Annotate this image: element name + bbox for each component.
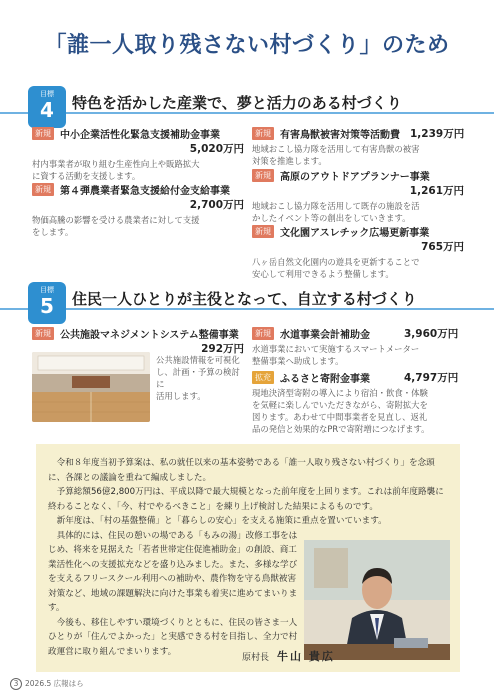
goal-4-item (32, 182, 244, 238)
goal-4-badge-label: 目標 (40, 90, 54, 98)
goal-5-badge (28, 282, 66, 324)
item-amount: 2,700万円 (189, 199, 244, 211)
item-amount: 4,797万円 (404, 372, 459, 384)
message-paragraph: 予算総額56億2,800万円は、平成以降で最大規模となった前年度を上回ります。これは前年度路襲に終わることなく、「今、村でやるべきこと」を練り上げ検討した結果によるものです。 (48, 487, 444, 512)
new-tag: 新規 (252, 327, 274, 340)
goal-5-item (252, 370, 464, 435)
page-number: 3 (10, 678, 22, 690)
message-paragraph: 具体的には、住民の憩いの場である「もみの湯」改修工事をはじめ、将来を見据えた「若者世帯定住促進補助金」の創設、商工業活性化への支援拡充などを盛り込みました。また、多様な学びを支えるフリースクール利用への補助や、農作物を守る鳥獣被害対策など、地域の課題解決に向けた事業も着実に進めてまいります。 (48, 530, 298, 613)
gymnasium-illustration (32, 352, 150, 422)
goal-4-item (252, 224, 464, 280)
mayor-message-box (36, 444, 460, 672)
item-amount: 765万円 (421, 241, 464, 253)
item-amount: 1,261万円 (409, 185, 464, 197)
goal-5-item-desc-block (156, 352, 246, 402)
page-title: 「誰一人取り残さない村づくり」のため (44, 33, 450, 58)
item-desc: 現地決済型寄附の導入により宿泊・飲食・体験 を気軽に楽しんでいただきながら、寄附拡大を 図ります。あわせて中間事業者を見直し、返礼 品の発信と効果的なPRで寄附増につなげます。 (252, 388, 430, 434)
item-title: 文化園アスレチック広場更新事業 (280, 228, 430, 239)
item-amount: 1,239万円 (410, 128, 465, 140)
new-tag: 新規 (32, 127, 54, 140)
new-tag: 新規 (32, 183, 54, 196)
message-paragraph: 令和８年度当初予算案は、私の就任以来の基本姿勢である「誰一人取り残さない村づくり」を念頭に、各課との議論を重ねて編成しました。 (48, 458, 435, 483)
new-tag: 新規 (252, 127, 274, 140)
footer-text: 2026.5 広報はら (25, 679, 84, 688)
new-tag: 新規 (32, 327, 54, 340)
item-title: ふるさと寄附金事業 (280, 374, 370, 385)
page-footer (10, 678, 84, 690)
goal-5-badge-label: 目標 (40, 286, 54, 294)
item-title: 水道事業会計補助金 (280, 330, 370, 341)
item-title: 公共施設マネジメントシステム整備事業 (60, 330, 239, 341)
goal-4-badge (28, 86, 66, 128)
expanded-tag: 拡充 (252, 371, 274, 384)
item-desc: 八ヶ岳自然文化園内の遊具を更新することで 安心して利用できるよう整備します。 (252, 257, 420, 279)
item-title: 第４弾農業者緊急支援給付金支給事業 (60, 186, 230, 197)
new-tag: 新規 (252, 169, 274, 182)
mayor-photo (304, 540, 450, 660)
goal-5-heading: 住民一人ひとりが主役となって、自立する村づくり (72, 290, 417, 308)
goal-4-header (0, 86, 494, 126)
goal-4-item (32, 126, 244, 182)
signature-title: 原村長 (242, 653, 270, 663)
item-title: 中小企業活性化緊急支援補助金事業 (60, 130, 220, 141)
goal-4-heading: 特色を活かした産業で、夢と活力のある村づくり (72, 94, 402, 112)
item-desc: 公共施設情報を可視化 し、計画・予算の検討に 活用します。 (156, 355, 240, 401)
signature-name: 牛山 貴広 (277, 650, 335, 663)
gymnasium-photo (32, 352, 150, 422)
goal-4-badge-number: 4 (40, 98, 54, 122)
item-desc: 物価高騰の影響を受ける農業者に対して支援 をします。 (32, 215, 200, 237)
item-desc: 村内事業者が取り組む生産性向上や販路拡大 に資する活動を支援します。 (32, 159, 200, 181)
item-title: 有害鳥獣被害対策等活動費 (280, 130, 400, 141)
goal-5-badge-number: 5 (40, 294, 54, 318)
new-tag: 新規 (252, 225, 274, 238)
item-amount: 292万円 (201, 343, 244, 355)
item-title: 高原のアウトドアプランナー事業 (280, 172, 430, 183)
item-desc: 水道事業において実施するスマートメーター 整備事業へ助成します。 (252, 344, 420, 366)
mayor-portrait (304, 540, 450, 660)
item-desc: 地域おこし協力隊を活用して有害鳥獣の被害 対策を推進します。 (252, 144, 420, 166)
goal-4-item (252, 126, 464, 167)
message-paragraph: 新年度は、「村の基盤整備」と「暮らしの安心」を支える施策に重点を置いています。 (56, 516, 387, 526)
goal-5-item (252, 326, 464, 367)
goal-5-header (0, 282, 494, 322)
mayor-signature (242, 648, 335, 664)
message-paragraph: 今後も、移住しやすい環境づくりとともに、住民の皆さま一人ひとりが「住んでよかった」と実感できる村を目指し、全力で村政運営に取り組んでまいります。 (48, 617, 298, 657)
item-amount: 5,020万円 (189, 143, 244, 155)
item-amount: 3,960万円 (404, 328, 459, 340)
goal-4-item (252, 168, 464, 224)
item-desc: 地域おこし協力隊を活用して既存の施設を活 かしたイベント等の創出をしていきます。 (252, 201, 420, 223)
